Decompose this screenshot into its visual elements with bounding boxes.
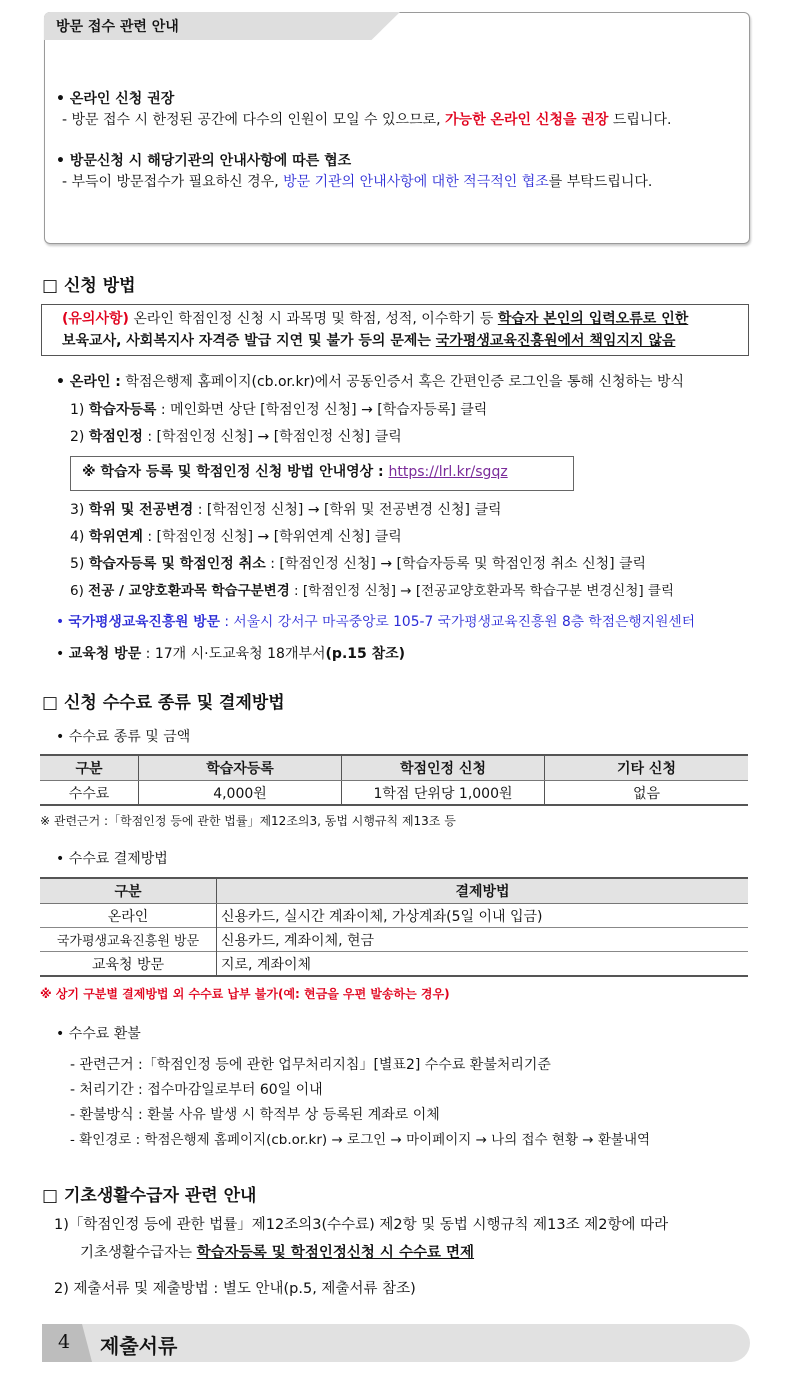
table-cell: 수수료 [68, 785, 110, 802]
table-header: 학습자등록 [139, 755, 342, 781]
table-header: 결제방법 [217, 878, 749, 904]
step-1: 1) 학습자등록 : 메인화면 상단 [학점인정 신청] → [학습자등록] 클릭 [70, 402, 488, 418]
step-4: 4) 학위연계 : [학점인정 신청] → [학위연계 신청] 클릭 [70, 529, 402, 545]
fee-pay-table [40, 877, 748, 977]
table-row [40, 952, 748, 977]
table-header: 구분 [40, 755, 139, 781]
table-header: 기타 신청 [545, 755, 749, 781]
fee-kinds-table [40, 754, 748, 806]
warning-line1: (유의사항) 온라인 학점인정 신청 시 과목명 및 학점, 성적, 이수학기 등 학습자 본인의 입력오류로 인한 [62, 311, 689, 327]
step-5: 5) 학습자등록 및 학점인정 취소 : [학점인정 신청] → [학습자등록 및 학점인정 취소 신청] 클릭 [70, 556, 647, 572]
fee-section-title: □ 신청 수수료 종류 및 결제방법 [42, 693, 285, 713]
table-cell: 교육청 방문 [40, 952, 217, 977]
table-header: 구분 [40, 878, 217, 904]
notice-item2-text: - 부득이 방문접수가 필요하신 경우, 방문 기관의 안내사항에 대한 적극적인 협조를 부탁드립니다. [62, 174, 653, 190]
table-cell: 1학점 단위당 1,000원 [342, 781, 545, 806]
video-guide: ※ 학습자 등록 및 학점인정 신청 방법 안내영상 : https://lrl.kr/sgqz [82, 464, 508, 480]
video-guide-link[interactable]: https://lrl.kr/sgqz [388, 464, 508, 480]
step-6: 6) 전공 / 교양호환과목 학습구분변경 : [학점인정 신청] → [전공교양호환과목 학습구분 변경신청] 클릭 [70, 583, 675, 599]
refund-item: - 관련근거 :「학점인정 등에 관한 업무처리지침」[별표2] 수수료 환불처리기준 [70, 1057, 551, 1073]
section-number: 4 [58, 1331, 71, 1353]
table-cell: 신용카드, 실시간 계좌이체, 가상계좌(5일 이내 입금) [217, 904, 749, 928]
notice-title: 방문 접수 관련 안내 [56, 19, 179, 35]
table-cell: 신용카드, 계좌이체, 현금 [217, 928, 749, 952]
table-cell: 4,000원 [139, 781, 342, 806]
refund-item: - 확인경로 : 학점은행제 홈페이지(cb.or.kr) → 로그인 → 마이페이지 → 나의 접수 현황 → 환불내역 [70, 1132, 651, 1148]
table-cell: 온라인 [40, 904, 217, 928]
step-3: 3) 학위 및 전공변경 : [학점인정 신청] → [학위 및 전공변경 신청] 클릭 [70, 502, 502, 518]
basic-item2: 2) 제출서류 및 제출방법 : 별도 안내(p.5, 제출서류 참조) [54, 1281, 416, 1297]
refund-item: - 환불방식 : 환불 사유 발생 시 학적부 상 등록된 계좌로 이체 [70, 1107, 440, 1123]
fee-refund-label: • 수수료 환불 [56, 1026, 141, 1042]
table-cell: 국가평생교육진흥원 방문 [40, 928, 217, 952]
basic-section-title: □ 기초생활수급자 관련 안내 [42, 1186, 257, 1206]
notice-item1-title: • 온라인 신청 권장 [56, 91, 175, 107]
notice-item1-text: - 방문 접수 시 한정된 공간에 다수의 인원이 모일 수 있으므로, 가능한 온라인 신청을 권장 드립니다. [62, 112, 672, 128]
fee-kinds-note: ※ 관련근거 :「학점인정 등에 관한 법률」제12조의3, 동법 시행규칙 제13조 등 [40, 814, 456, 828]
fee-pay-note: ※ 상기 구분별 결제방법 외 수수료 납부 불가(예: 현금을 우편 발송하는 경우) [40, 987, 450, 1001]
warning-line2: 보육교사, 사회복지사 자격증 발급 지연 및 불가 등의 문제는 국가평생교육진흥원에서 책임지지 않음 [62, 333, 676, 349]
fee-kinds-label: • 수수료 종류 및 금액 [56, 729, 191, 745]
table-cell: 지로, 계좌이체 [217, 952, 749, 977]
table-cell: 없음 [545, 781, 749, 806]
refund-item: - 처리기간 : 접수마감일로부터 60일 이내 [70, 1082, 323, 1098]
basic-item1-line1: 1)「학점인정 등에 관한 법률」제12조의3(수수료) 제2항 및 동법 시행규칙 제13조 제2항에 따라 [54, 1217, 669, 1233]
fee-pay-label: • 수수료 결제방법 [56, 851, 168, 867]
notice-item2-title: • 방문신청 시 해당기관의 안내사항에 따른 협조 [56, 153, 352, 169]
basic-item1-line2: 기초생활수급자는 학습자등록 및 학점인정신청 시 수수료 면제 [80, 1245, 475, 1261]
table-row [40, 928, 748, 952]
online-method: • 온라인 : 학점은행제 홈페이지(cb.or.kr)에서 공동인증서 혹은 간편인증 로그인을 통해 신청하는 방식 [56, 374, 685, 390]
section-title: 제출서류 [100, 1334, 178, 1358]
table-row [40, 904, 748, 928]
visit-edu-office: • 교육청 방문 : 17개 시·도교육청 18개부서(p.15 참조) [56, 646, 406, 662]
table-header: 학점인정 신청 [342, 755, 545, 781]
step-2: 2) 학점인정 : [학점인정 신청] → [학점인정 신청] 클릭 [70, 429, 402, 445]
apply-section-title: □ 신청 방법 [42, 276, 136, 296]
visit-nile: • 국가평생교육진흥원 방문 : 서울시 강서구 마곡중앙로 105-7 국가평생교육진흥원 8층 학점은행지원센터 [56, 614, 696, 630]
